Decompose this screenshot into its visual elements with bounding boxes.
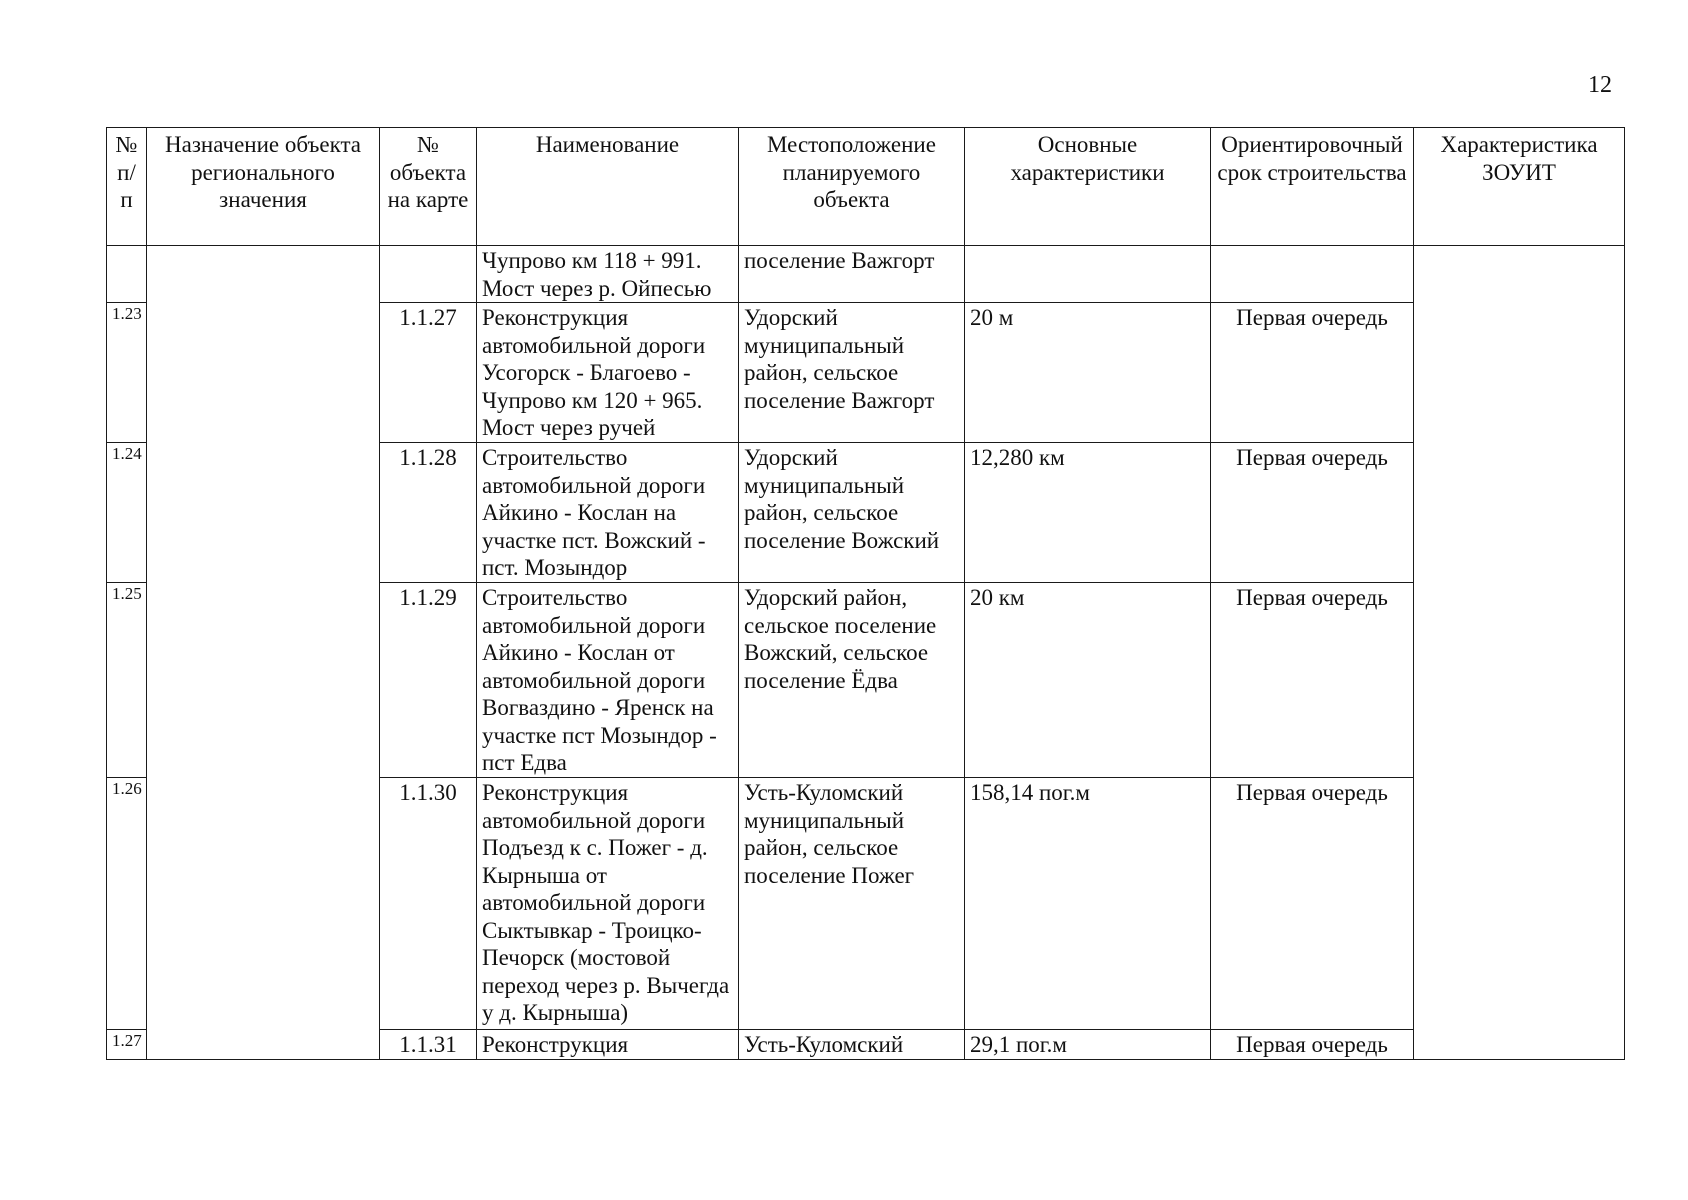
row-characteristics: 29,1 пог.м	[965, 1030, 1211, 1060]
header-zouit: Характеристика ЗОУИТ	[1414, 128, 1625, 246]
row-map-no: 1.1.28	[380, 443, 477, 583]
row-name: Реконструкция	[477, 1030, 739, 1060]
row-characteristics: 20 м	[965, 303, 1211, 443]
row-name: Строительство автомобильной дороги Айкино - Кослан на участке пст. Вожский - пст. Мозындор	[477, 443, 739, 583]
row-location: Усть-Куломский муниципальный район, сельское поселение Пожег	[739, 778, 965, 1030]
row-term: Первая очередь	[1211, 1030, 1414, 1060]
row-map-no: 1.1.27	[380, 303, 477, 443]
header-location: Местоположение планируемого объекта	[739, 128, 965, 246]
row-name: Строительство автомобильной дороги Айкино - Кослан от автомобильной дороги Вогваздино - Яренск на участке пст Мозындор - пст Едва	[477, 583, 739, 778]
header-term: Ориентировочный срок строительства	[1211, 128, 1414, 246]
row-location: Удорский муниципальный район, сельское поселение Вожский	[739, 443, 965, 583]
header-name: Наименование	[477, 128, 739, 246]
row-name: Реконструкция автомобильной дороги Усогорск - Благоево - Чупрово км 120 + 965. Мост через ручей	[477, 303, 739, 443]
row-characteristics	[965, 246, 1211, 303]
row-num: 1.25	[107, 583, 147, 778]
row-location: Усть-Куломский	[739, 1030, 965, 1060]
purpose-cell	[147, 246, 380, 1060]
row-characteristics: 12,280 км	[965, 443, 1211, 583]
row-name: Реконструкция автомобильной дороги Подъезд к с. Пожег - д. Кырныша от автомобильной дороги Сыктывкар - Троицко-Печорск (мостовой переход через р. Вычегда у д. Кырныша)	[477, 778, 739, 1030]
row-location: Удорский муниципальный район, сельское поселение Важгорт	[739, 303, 965, 443]
header-map-no: № объекта на карте	[380, 128, 477, 246]
row-name: Чупрово км 118 + 991. Мост через р. Ойпесью	[477, 246, 739, 303]
row-num: 1.27	[107, 1030, 147, 1060]
row-characteristics: 20 км	[965, 583, 1211, 778]
header-characteristics: Основные характеристики	[965, 128, 1211, 246]
row-term: Первая очередь	[1211, 303, 1414, 443]
row-term: Первая очередь	[1211, 583, 1414, 778]
header-row	[107, 128, 1625, 246]
row-map-no: 1.1.30	[380, 778, 477, 1030]
header-purpose: Назначение объекта регионального значения	[147, 128, 380, 246]
row-num	[107, 246, 147, 303]
row-map-no	[380, 246, 477, 303]
row-num: 1.23	[107, 303, 147, 443]
header-num: № п/п	[107, 128, 147, 246]
row-characteristics: 158,14 пог.м	[965, 778, 1211, 1030]
row-num: 1.26	[107, 778, 147, 1030]
row-map-no: 1.1.31	[380, 1030, 477, 1060]
row-location: Удорский район, сельское поселение Вожский, сельское поселение Ёдва	[739, 583, 965, 778]
page-number: 12	[1588, 72, 1612, 98]
table-row	[107, 246, 1625, 303]
objects-table	[106, 127, 1625, 1060]
row-term: Первая очередь	[1211, 778, 1414, 1030]
row-term: Первая очередь	[1211, 443, 1414, 583]
row-num: 1.24	[107, 443, 147, 583]
zouit-cell	[1414, 246, 1625, 1060]
row-map-no: 1.1.29	[380, 583, 477, 778]
row-location: поселение Важгорт	[739, 246, 965, 303]
row-term	[1211, 246, 1414, 303]
